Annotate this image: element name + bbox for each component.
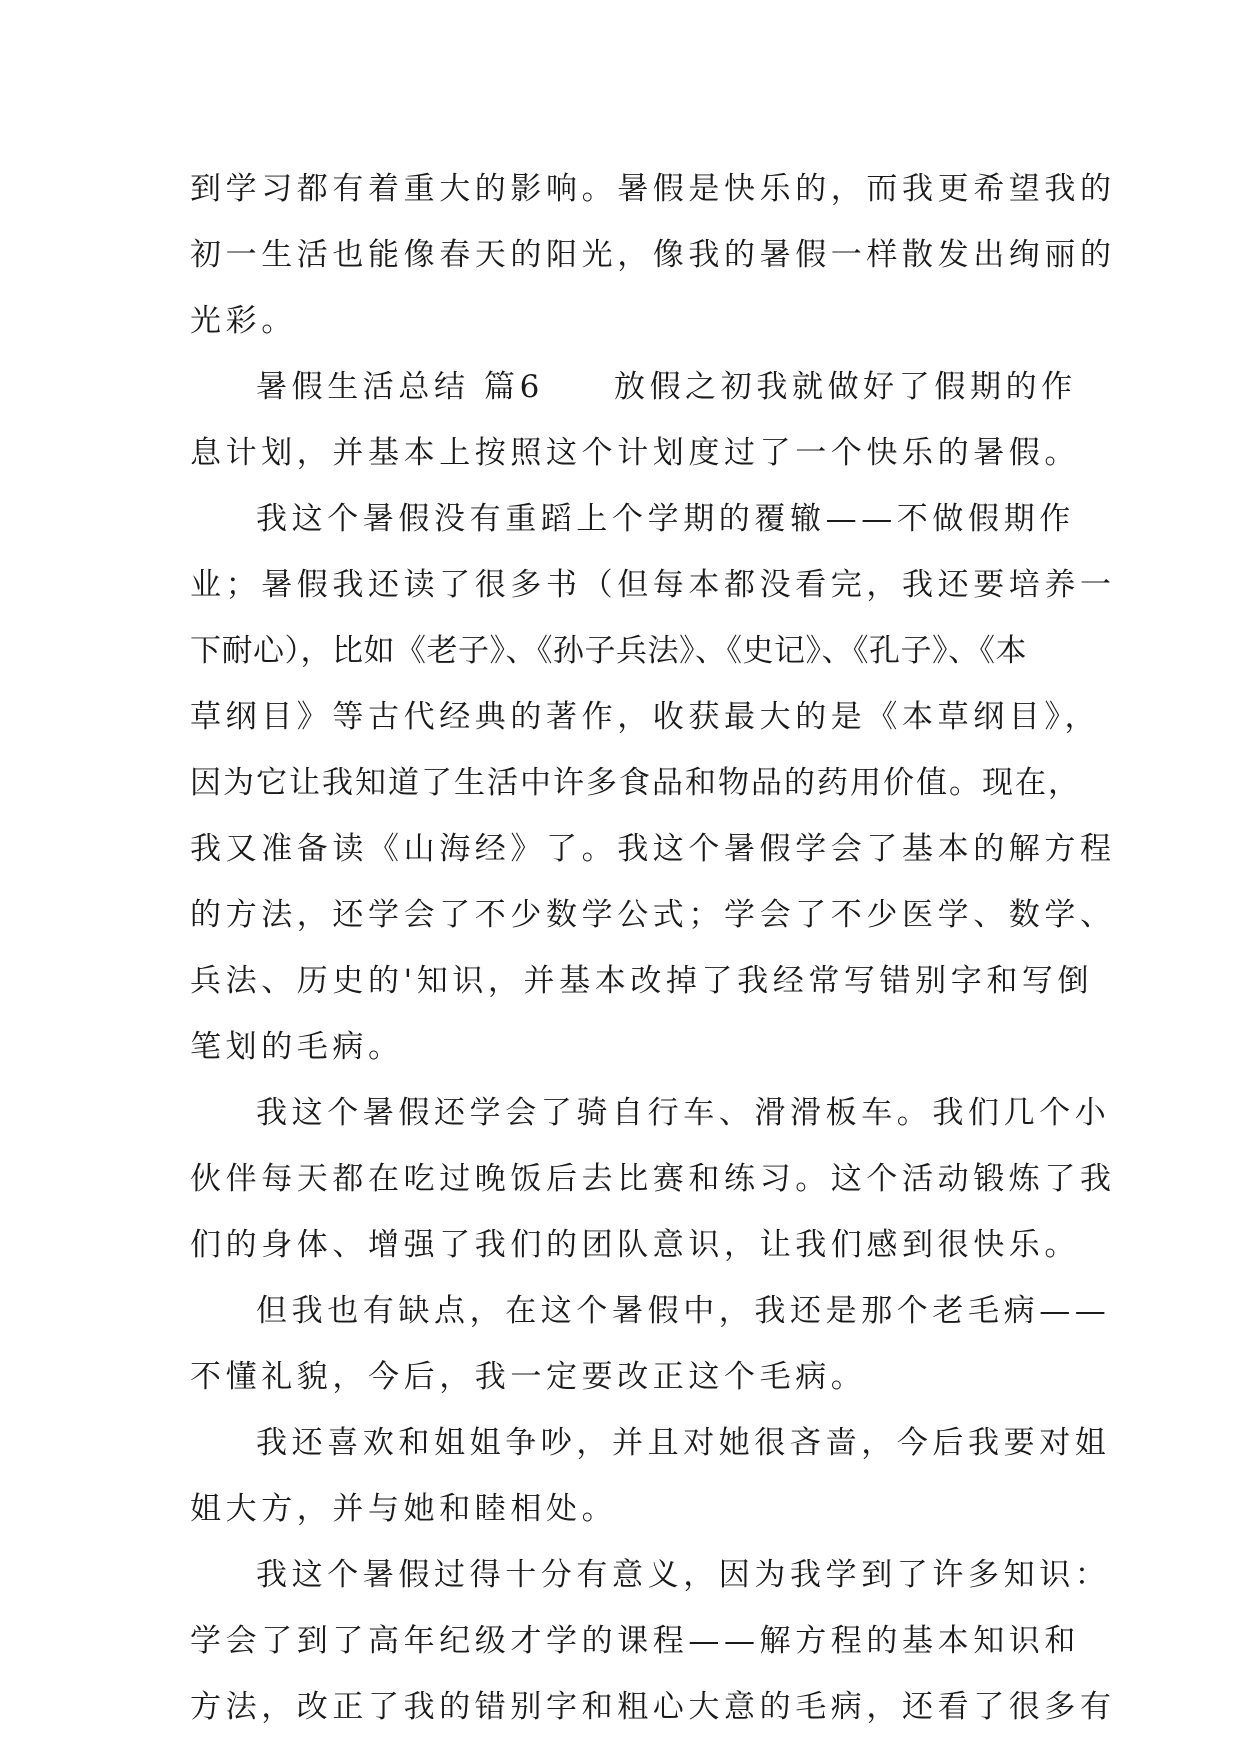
text-line: 息计划，并基本上按照这个计划度过了一个快乐的暑假。 [190,435,1080,471]
text-line: 不懂礼貌，今后，我一定要改正这个毛病。 [190,1359,867,1395]
text-line: 光彩。 [190,303,297,339]
section-heading-line [190,354,1090,420]
text-line: 因为它让我知道了生活中许多食品和物品的药用价值。现在， [190,765,1081,801]
text-line: 学会了到了高年纪级才学的课程——解方程的基本知识和 [190,1623,1080,1659]
body-text [190,156,1116,1740]
text-line: 初一生活也能像春天的阳光，像我的暑假一样散发出绚丽的 [190,237,1116,273]
text-line: 到学习都有着重大的影响。暑假是快乐的，而我更希望我的 [190,171,1116,207]
text-line: 下耐心），比如《老子》、《孙子兵法》、《史记》、《孔子》、《本 [190,633,1027,669]
text-line: 业；暑假我还读了很多书（但每本都没看完，我还要培养一 [190,567,1116,603]
section-heading: 暑假生活总结 篇6 [256,369,544,405]
text-line: 我这个暑假还学会了骑自行车、滑滑板车。我们几个小 [256,1095,1111,1131]
text-line: 我这个暑假过得十分有意义，因为我学到了许多知识： [256,1557,1111,1593]
text-line: 的方法，还学会了不少数学公式；学会了不少医学、数学、 [190,897,1116,933]
text-line: 放假之初我就做好了假期的作 [613,369,1077,405]
text-line: 姐大方，并与她和睦相处。 [190,1491,618,1527]
text-line: 草纲目》等古代经典的著作，收获最大的是《本草纲目》， [190,699,1101,735]
text-line: 我还喜欢和姐姐争吵，并且对她很吝啬，今后我要对姐 [256,1425,1111,1461]
text-line: 我这个暑假没有重蹈上个学期的覆辙——不做假期作 [256,501,1075,537]
text-line: 但我也有缺点，在这个暑假中，我还是那个老毛病—— [256,1293,1111,1329]
text-line: 笔划的毛病。 [190,1029,404,1065]
text-line: 伙伴每天都在吃过晚饭后去比赛和练习。这个活动锻炼了我 [190,1161,1116,1197]
text-line: 们的身体、增强了我们的团队意识，让我们感到很快乐。 [190,1227,1080,1263]
text-line: 我又准备读《山海经》了。我这个暑假学会了基本的解方程 [190,831,1116,867]
text-line: 方法，改正了我的错别字和粗心大意的毛病，还看了很多有 [190,1689,1116,1725]
text-line: 兵法、历史的'知识，并基本改掉了我经常写错别字和写倒 [190,963,1094,999]
